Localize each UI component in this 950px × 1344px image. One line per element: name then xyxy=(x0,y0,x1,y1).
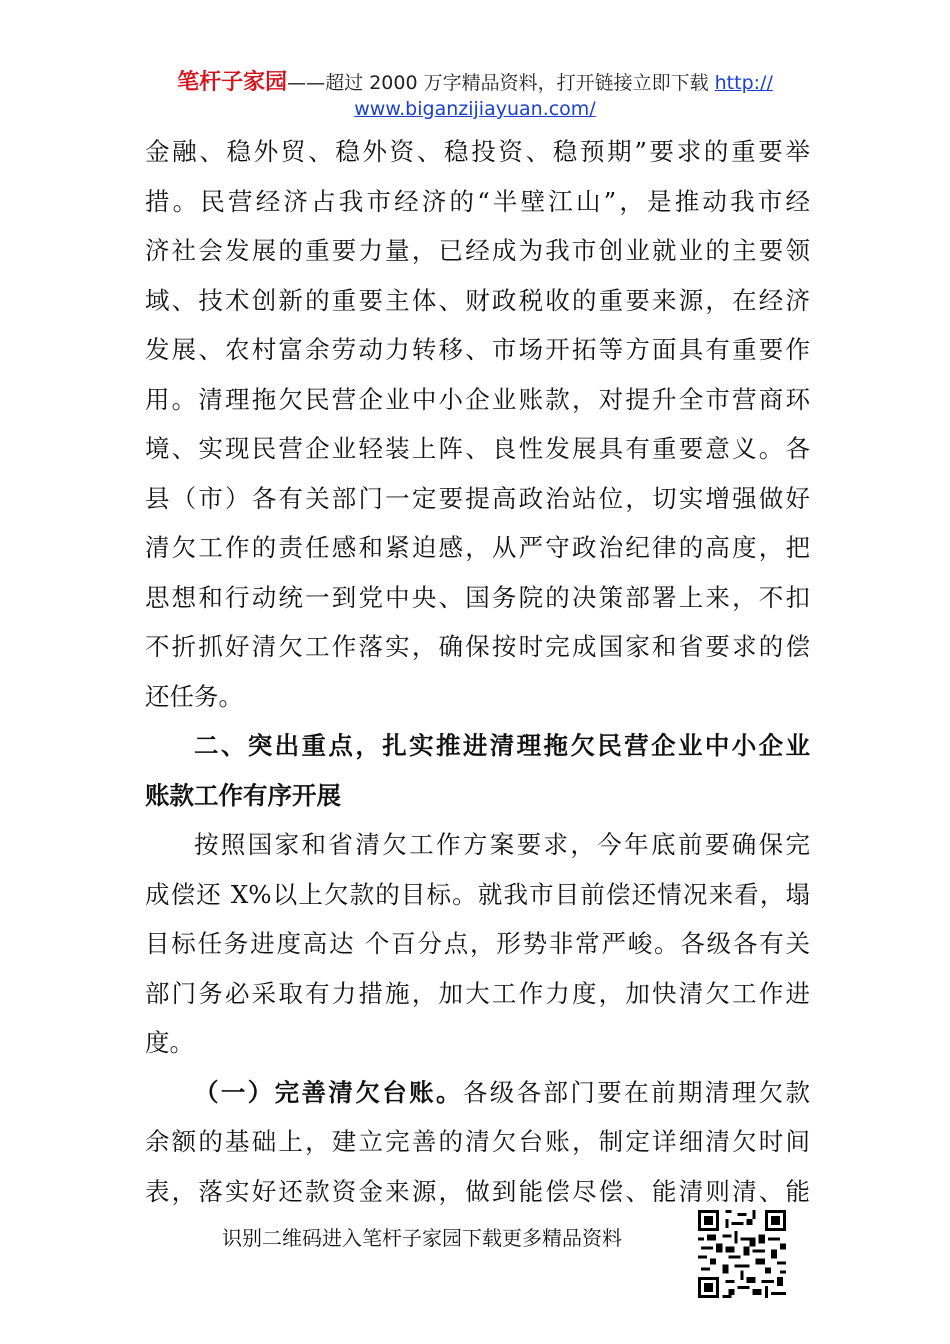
qr-code-icon[interactable] xyxy=(698,1210,786,1298)
para2-line: 度。 xyxy=(145,1028,194,1057)
para1-line: 济社会发展的重要力量，已经成为我市创业就业的主要领 xyxy=(145,236,810,265)
para3-first-line xyxy=(145,1068,810,1118)
para1-line: 措。民营经济占我市经济的“半壁江山”，是推动我市经 xyxy=(145,186,810,216)
document-body xyxy=(145,127,810,1216)
brand-name: 笔杆子家园 xyxy=(177,70,288,95)
para1-line: 清欠工作的责任感和紧迫感，从严守政治纪律的高度，把 xyxy=(145,533,810,562)
header-promo-text: ——超过 2000 万字精品资料，打开链接立即下载 xyxy=(287,72,715,94)
para1-line: 不折抓好清欠工作落实，确保按时完成国家和省要求的偿 xyxy=(145,632,810,661)
footer-qr-caption: 识别二维码进入笔杆子家园下载更多精品资料 xyxy=(222,1226,622,1250)
download-link-part1[interactable]: http:// xyxy=(714,72,773,94)
para2-line: 成偿还 X%以上欠款的目标。就我市目前偿还情况来看，塌 xyxy=(145,879,810,909)
para1-line: 思想和行动统一到党中央、国务院的决策部署上来，不扣 xyxy=(145,582,810,612)
para1-line: 境、实现民营企业轻装上阵、良性发展具有重要意义。各 xyxy=(145,434,810,463)
download-link-part2[interactable]: www.biganzijiayuan.com/ xyxy=(354,98,596,120)
page-header xyxy=(0,70,950,122)
para3-line: 表，落实好还款资金来源，做到能偿尽偿、能清则清、能 xyxy=(145,1176,810,1206)
para1-line: 县（市）各有关部门一定要提高政治站位，切实增强做好 xyxy=(145,483,810,513)
para2-line: 部门务必采取有力措施，加大工作力度，加快清欠工作进 xyxy=(145,978,810,1008)
para1-line: 用。清理拖欠民营企业中小企业账款，对提升全市营商环 xyxy=(145,384,810,414)
para1-line: 域、技术创新的重要主体、财政税收的重要来源，在经济 xyxy=(145,285,810,315)
para3-first-rest: 各级各部门要在前期清理欠款 xyxy=(462,1077,811,1107)
para3-line: 余额的基础上，建立完善的清欠台账，制定详细清欠时间 xyxy=(145,1127,810,1156)
para2-line: 目标任务进度高达 个百分点，形势非常严峻。各级各有关 xyxy=(145,929,810,958)
para2-line: 按照国家和省清欠工作方案要求，今年底前要确保完 xyxy=(194,830,810,859)
para1-line: 金融、稳外贸、稳外资、稳投资、稳预期”要求的重要举 xyxy=(145,137,810,166)
section-heading-line: 账款工作有序开展 xyxy=(145,780,341,810)
section-heading-line: 二、突出重点，扎实推进清理拖欠民营企业中小企业 xyxy=(194,731,810,760)
subheading-lead: （一）完善清欠台账。 xyxy=(194,1077,463,1107)
para1-line: 发展、农村富余劳动力转移、市场开拓等方面具有重要作 xyxy=(145,335,810,364)
para1-line: 还任务。 xyxy=(145,681,243,711)
